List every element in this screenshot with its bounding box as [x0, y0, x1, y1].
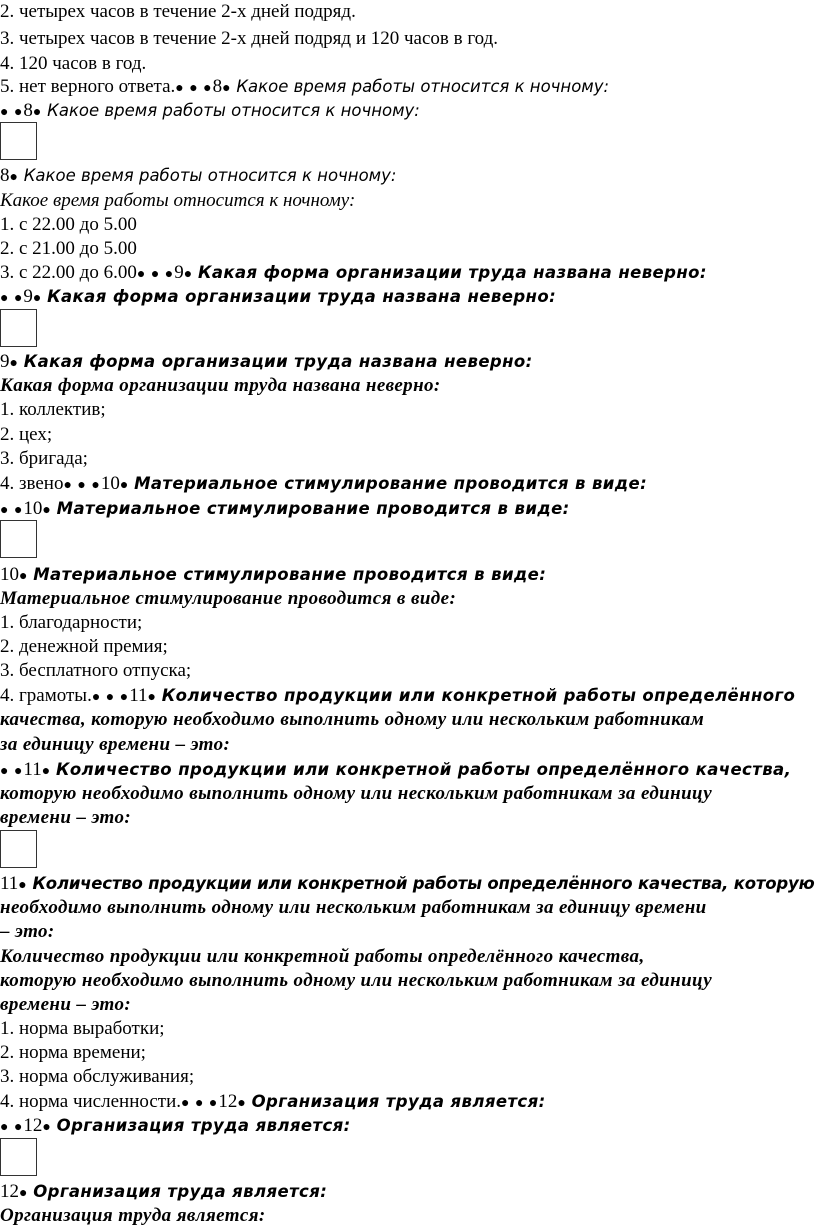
- bullet-dots: ● ●: [0, 291, 24, 306]
- bullet-dot: ●: [41, 764, 52, 779]
- question-text: Какое время работы относится к ночному:: [23, 166, 397, 185]
- answer-text: 4. звено: [0, 473, 64, 494]
- bullet-dot: ●: [19, 569, 29, 584]
- answer-text: 1. коллектив;: [0, 399, 106, 420]
- answer-text: 3. бесплатного отпуска;: [0, 660, 192, 681]
- question-line: [0, 1114, 816, 1138]
- answer-line: [0, 0, 816, 24]
- bullet-dot: ●: [9, 356, 19, 371]
- question-number: 12: [0, 1181, 19, 1202]
- question-line: [0, 563, 816, 587]
- bullet-dot: ●: [32, 291, 43, 306]
- answer-line: [0, 447, 816, 471]
- answer-text: 1. с 22.00 до 5.00: [0, 214, 137, 235]
- question-line: [0, 497, 816, 521]
- question-number: 8: [0, 165, 10, 186]
- answer-text: 3. норма обслуживания;: [0, 1066, 195, 1087]
- answer-text: 1. благодарности;: [0, 612, 143, 633]
- answer-line: [0, 261, 816, 285]
- bullet-dots: ● ●: [0, 764, 24, 779]
- bullet-dot: ●: [222, 81, 232, 96]
- answer-text: 3. с 22.00 до 6.00: [0, 262, 137, 283]
- question-text: за единицу времени – это:: [0, 734, 231, 755]
- bullet-dot: ●: [9, 170, 19, 185]
- question-line: [0, 733, 816, 757]
- answer-line: [0, 1065, 816, 1089]
- question-line: [0, 969, 816, 993]
- answer-line: [0, 237, 816, 261]
- answer-text: 3. четырех часов в течение 2-х дней подряд и 120 часов в год.: [0, 28, 499, 49]
- bullet-dots: ● ● ●: [136, 267, 175, 282]
- answer-text: 2. цех;: [0, 424, 53, 445]
- question-line: [0, 872, 816, 896]
- answer-line: [0, 27, 816, 51]
- question-line: [0, 1180, 816, 1204]
- bullet-dot: ●: [19, 1186, 29, 1201]
- answer-line: [0, 423, 816, 447]
- bullet-dots: ● ● ●: [181, 1096, 219, 1111]
- question-number: 9: [174, 262, 184, 283]
- bullet-dots: ● ● ●: [91, 690, 130, 705]
- bullet-dot: ●: [237, 1096, 247, 1111]
- question-number: 12: [218, 1091, 238, 1112]
- answer-line: [0, 1041, 816, 1065]
- question-text: Материальное стимулирование проводится в виде:: [33, 565, 547, 584]
- question-number: 9: [23, 286, 33, 307]
- question-text: Какая форма организации труда названа неверно:: [197, 263, 707, 282]
- answer-text: 4. грамоты.: [0, 685, 92, 706]
- question-line: [0, 945, 816, 969]
- question-text: Организация труда является:: [0, 1205, 266, 1226]
- question-text: Какое время работы относится к ночному:: [0, 190, 356, 211]
- bullet-dots: ● ● ●: [175, 81, 213, 96]
- answer-text: 4. норма численности.: [0, 1091, 181, 1112]
- bullet-dot: ●: [183, 267, 194, 282]
- answer-text: 2. норма времени;: [0, 1042, 146, 1063]
- question-line: [0, 993, 816, 1017]
- answer-line: [0, 611, 816, 635]
- answer-line: [0, 472, 816, 496]
- question-line: [0, 350, 816, 374]
- question-line: [0, 587, 816, 611]
- bullet-dot: ●: [147, 690, 157, 705]
- bullet-dot: ●: [119, 478, 130, 493]
- bullet-dot: ●: [42, 503, 52, 518]
- bullet-dot: ●: [32, 105, 43, 120]
- question-line: [0, 896, 816, 920]
- question-text: которую необходимо выполнить одному или нескольким работникам за единицу: [0, 970, 713, 991]
- question-line: [0, 758, 816, 782]
- answer-checkbox[interactable]: [0, 309, 37, 347]
- answer-checkbox[interactable]: [0, 1138, 37, 1176]
- question-line: [0, 782, 816, 806]
- question-text: Материальное стимулирование проводится в виде:: [56, 499, 570, 518]
- question-number: 11: [23, 759, 42, 780]
- answer-text: 2. четырех часов в течение 2-х дней подряд.: [0, 1, 356, 22]
- question-text: Организация труда является:: [56, 1116, 351, 1135]
- bullet-dots: ● ●: [0, 503, 24, 518]
- question-line: [0, 99, 816, 123]
- question-number: 12: [23, 1115, 43, 1136]
- question-text: – это:: [0, 921, 55, 942]
- bullet-dots: ● ● ●: [63, 478, 101, 493]
- question-text: Количество продукции или конкретной работы определённого: [161, 686, 796, 705]
- question-line: [0, 1204, 816, 1228]
- question-number: 10: [23, 498, 43, 519]
- question-number: 9: [0, 351, 10, 372]
- question-number: 10: [0, 564, 19, 585]
- question-line: [0, 920, 816, 944]
- question-line: [0, 374, 816, 398]
- question-number: 10: [100, 473, 120, 494]
- question-text: Количество продукции или конкретной работы определённого качества, которую: [32, 874, 815, 893]
- answer-line: [0, 213, 816, 237]
- question-text: Какая форма организации труда названа неверно:: [0, 375, 441, 396]
- question-text: Организация труда является:: [33, 1182, 328, 1201]
- question-text: времени – это:: [0, 994, 132, 1015]
- question-number: 8: [212, 76, 223, 97]
- question-text: необходимо выполнить одному или нескольким работникам за единицу времени: [0, 897, 707, 918]
- question-text: качества, которую необходимо выполнить одному или нескольким работникам: [0, 709, 705, 730]
- question-line: [0, 164, 816, 188]
- answer-line: [0, 1090, 816, 1114]
- question-text: Материальное стимулирование проводится в виде:: [134, 474, 648, 493]
- question-number: 8: [23, 100, 33, 121]
- question-text: времени – это:: [0, 807, 132, 828]
- question-line: [0, 806, 816, 830]
- answer-line: [0, 398, 816, 422]
- question-number: 11: [129, 685, 148, 706]
- answer-line: [0, 1017, 816, 1041]
- answer-text: 1. норма выработки;: [0, 1018, 165, 1039]
- question-text: Количество продукции или конкретной работы определённого качества,: [55, 760, 792, 779]
- answer-line: [0, 75, 816, 99]
- bullet-dot: ●: [18, 878, 28, 893]
- answer-line: [0, 635, 816, 659]
- answer-text: 2. денежной премия;: [0, 636, 168, 657]
- question-line: [0, 708, 816, 732]
- question-text: которую необходимо выполнить одному или нескольким работникам за единицу: [0, 783, 713, 804]
- answer-checkbox[interactable]: [0, 520, 37, 558]
- question-line: [0, 189, 816, 213]
- question-text: Материальное стимулирование проводится в виде:: [0, 588, 457, 609]
- answer-text: 2. с 21.00 до 5.00: [0, 238, 137, 259]
- bullet-dots: ● ●: [0, 1120, 24, 1135]
- question-line: [0, 285, 816, 309]
- answer-line: [0, 659, 816, 683]
- answer-line: [0, 684, 816, 708]
- answer-text: 5. нет верного ответа.: [0, 76, 176, 97]
- answer-text: 3. бригада;: [0, 448, 88, 469]
- question-text: Организация труда является:: [251, 1092, 546, 1111]
- answer-checkbox[interactable]: [0, 122, 37, 160]
- question-text: Какая форма организации труда названа неверно:: [23, 352, 533, 371]
- question-number: 11: [0, 873, 19, 894]
- bullet-dot: ●: [42, 1120, 52, 1135]
- question-text: Количество продукции или конкретной работы определённого качества,: [0, 946, 645, 967]
- question-text: Какое время работы относится к ночному:: [47, 101, 420, 120]
- bullet-dots: ● ●: [0, 105, 24, 120]
- question-text: Какая форма организации труда названа неверно:: [47, 287, 557, 306]
- answer-line: [0, 52, 816, 76]
- answer-checkbox[interactable]: [0, 830, 37, 868]
- answer-text: 4. 120 часов в год.: [0, 53, 147, 74]
- question-text: Какое время работы относится к ночному:: [236, 77, 610, 96]
